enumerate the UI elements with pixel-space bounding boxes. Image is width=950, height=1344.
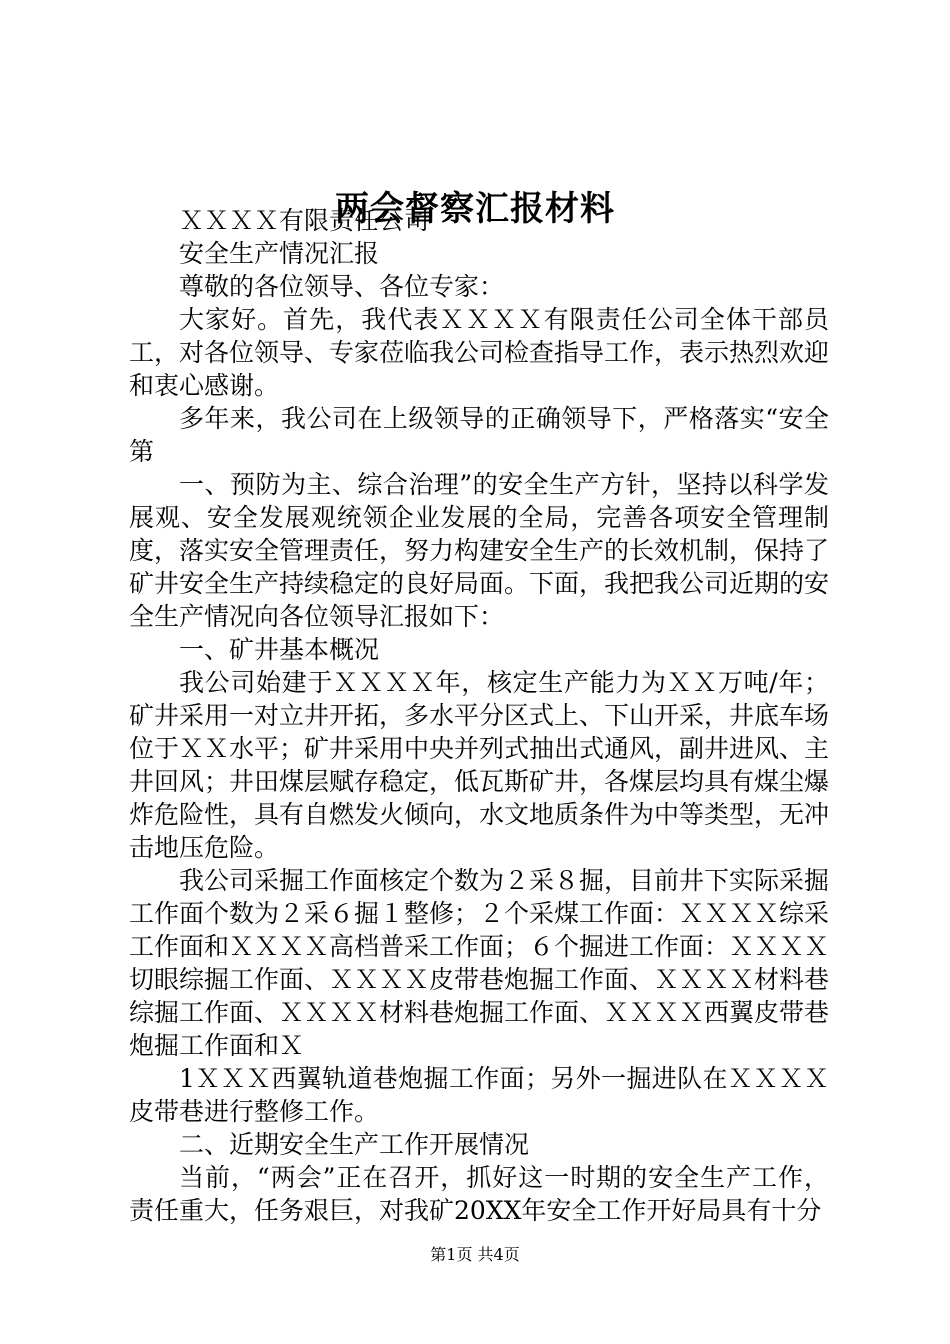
paragraph-workfaces-continued: 1ＸＸＸ西翼轨道巷炮掘工作面；另外一掘进队在ＸＸＸＸ皮带巷进行整修工作。 bbox=[129, 1064, 829, 1126]
document-title: 两会督察汇报材料 bbox=[335, 189, 615, 229]
paragraph-company-name: ＸＸＸＸ有限责任公司 bbox=[179, 206, 430, 235]
paragraph-workfaces: 我公司采掘工作面核定个数为２采８掘，目前井下实际采掘工作面个数为２采６掘１整修；２个采煤工作面：ＸＸＸＸ综采工作面和ＸＸＸＸ高档普采工作面；６个掘进工作面：ＸＸＸＸ切眼综掘工作面、ＸＸＸＸ皮带巷炮掘工作面、ＸＸＸＸ材料巷综掘工作面、ＸＸＸＸ材料巷炮掘工作面、ＸＸＸＸ西翼皮带巷炮掘工作面和Ｘ bbox=[129, 866, 830, 1060]
paragraph-salutation: 尊敬的各位领导、各位专家： bbox=[179, 272, 505, 301]
page-number-footer: 第1页 共4页 bbox=[430, 1245, 520, 1264]
paragraph-mine-overview: 我公司始建于ＸＸＸＸ年，核定生产能力为ＸＸ万吨/年；矿井采用一对立井开拓，多水平分区式上、下山开采，井底车场位于ＸＸ水平；矿井采用中央并列式抽出式通风，副井进风、主井回风；井田煤层赋存稳定，低瓦斯矿井，各煤层均具有煤尘爆炸危险性，具有自燃发火倾向，水文地质条件为中等类型，无冲击地压危险。 bbox=[129, 668, 830, 862]
section-heading-mine-overview: 一、矿井基本概况 bbox=[179, 635, 380, 664]
section-heading-recent-work: 二、近期安全生产工作开展情况 bbox=[179, 1130, 530, 1159]
paragraph-policy: 一、预防为主、综合治理”的安全生产方针，坚持以科学发展观、安全发展观统领企业发展的全局，完善各项安全管理制度，落实安全管理责任，努力构建安全生产的长效机制，保持了矿井安全生产持续稳定的良好局面。下面，我把我公司近期的安全生产情况向各位领导汇报如下： bbox=[129, 470, 830, 631]
paragraph-report-subtitle: 安全生产情况汇报 bbox=[179, 239, 380, 268]
paragraph-intro: 多年来，我公司在上级领导的正确领导下，严格落实“安全第 bbox=[129, 404, 829, 466]
paragraph-current-situation: 当前，“两会”正在召开，抓好这一时期的安全生产工作，责任重大，任务艰巨，对我矿20XX年安全工作开好局具有十分 bbox=[129, 1163, 829, 1225]
document-body bbox=[129, 204, 829, 1227]
paragraph-greeting: 大家好。首先，我代表ＸＸＸＸ有限责任公司全体干部员工，对各位领导、专家莅临我公司检查指导工作，表示热烈欢迎和衷心感谢。 bbox=[129, 305, 830, 400]
